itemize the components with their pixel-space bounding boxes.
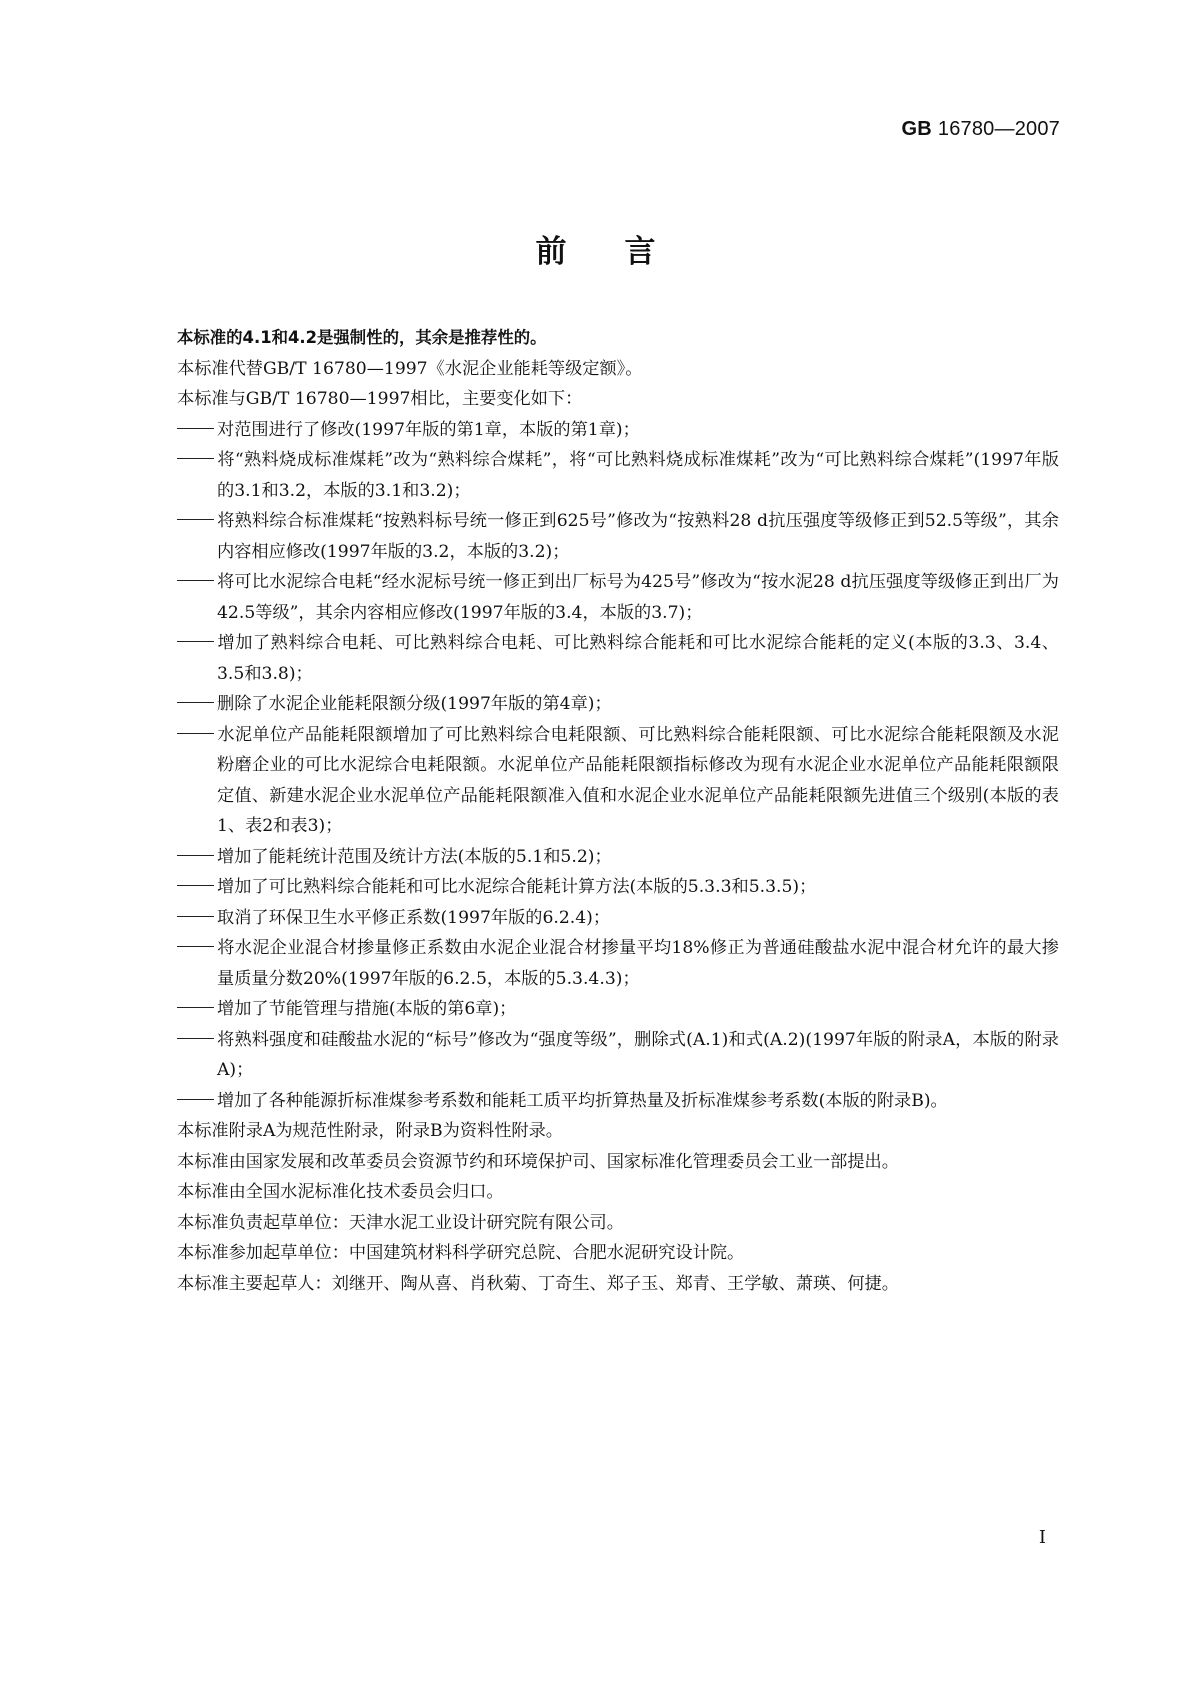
change-item: 对范围进行了修改(1997年版的第1章，本版的第1章)； [177, 415, 1059, 446]
proposer-statement: 本标准由国家发展和改革委员会资源节约和环境保护司、国家标准化管理委员会工业一部提出。 [177, 1151, 899, 1172]
change-item: 将“熟料烧成标准煤耗”改为“熟料综合煤耗”，将“可比熟料烧成标准煤耗”改为“可比熟料综合煤耗”(1997年版的3.1和3.2，本版的3.1和3.2)； [177, 445, 1059, 506]
page-number: I [1038, 1527, 1046, 1548]
lead-drafter-unit: 本标准负责起草单位：天津水泥工业设计研究院有限公司。 [177, 1212, 624, 1233]
dash-mark [177, 733, 217, 734]
change-item: 增加了各种能源折标准煤参考系数和能耗工质平均折算热量及折标准煤参考系数(本版的附录B)。 [177, 1086, 1059, 1117]
dash-mark [177, 1007, 217, 1008]
annex-statement: 本标准附录A为规范性附录，附录B为资料性附录。 [177, 1121, 563, 1141]
change-item: 将熟料综合标准煤耗“按熟料标号统一修正到625号”修改为“按熟料28 d抗压强度等级修正到52.5等级”，其余内容相应修改(1997年版的3.2，本版的3.2)； [177, 506, 1059, 567]
change-item: 增加了熟料综合电耗、可比熟料综合电耗、可比熟料综合能耗和可比水泥综合能耗的定义(本版的3.3、3.4、3.5和3.8)； [177, 628, 1059, 689]
dash-mark [177, 855, 217, 856]
change-item: 将可比水泥综合电耗“经水泥标号统一修正到出厂标号为425号”修改为“按水泥28 d抗压强度等级修正到出厂为42.5等级”，其余内容相应修改(1997年版的3.4，本版的3.7)； [177, 567, 1059, 628]
dash-mark [177, 916, 217, 917]
dash-mark [177, 885, 217, 886]
change-item: 将水泥企业混合材掺量修正系数由水泥企业混合材掺量平均18%修正为普通硅酸盐水泥中混合材允许的最大掺量质量分数20%(1997年版的6.2.5，本版的5.3.4.3)； [177, 933, 1059, 994]
changes-intro: 本标准与GB/T 16780—1997相比，主要变化如下： [177, 389, 583, 409]
change-item: 增加了能耗统计范围及统计方法(本版的5.1和5.2)； [177, 842, 1059, 873]
dash-mark [177, 641, 217, 642]
dash-mark [177, 946, 217, 947]
page-title: 前言 [535, 234, 714, 270]
main-drafters: 本标准主要起草人：刘继开、陶从喜、肖秋菊、丁奇生、郑子玉、郑青、王学敏、萧瑛、何捷。 [177, 1273, 899, 1294]
dash-mark [177, 702, 217, 703]
change-item: 水泥单位产品能耗限额增加了可比熟料综合电耗限额、可比熟料综合能耗限额、可比水泥综合能耗限额及水泥粉磨企业的可比水泥综合电耗限额。水泥单位产品能耗限额指标修改为现有水泥企业水泥单位产品能耗限额限定值、新建水泥企业水泥单位产品能耗限额准入值和水泥企业水泥单位产品能耗限额先进值三个级别(本版的表1、表2和表3)； [177, 720, 1059, 842]
dash-mark [177, 1099, 217, 1100]
change-item: 增加了节能管理与措施(本版的第6章)； [177, 994, 1059, 1025]
foreword-body [177, 323, 1059, 1299]
dash-mark [177, 1038, 217, 1039]
change-item: 将熟料强度和硅酸盐水泥的“标号”修改为“强度等级”，删除式(A.1)和式(A.2)(1997年版的附录A，本版的附录A)； [177, 1025, 1059, 1086]
standard-number: 16780—2007 [937, 118, 1060, 140]
dash-mark [177, 428, 217, 429]
dash-mark [177, 458, 217, 459]
standard-prefix: GB [901, 118, 932, 140]
change-item: 增加了可比熟料综合能耗和可比水泥综合能耗计算方法(本版的5.3.3和5.3.5)； [177, 872, 1059, 903]
replacement-statement: 本标准代替GB/T 16780—1997《水泥企业能耗等级定额》。 [177, 358, 643, 379]
dash-mark [177, 580, 217, 581]
change-item: 取消了环保卫生水平修正系数(1997年版的6.2.4)； [177, 903, 1059, 934]
standard-code [901, 118, 1060, 141]
changes-list [177, 415, 1059, 1117]
mandatory-statement: 本标准的4.1和4.2是强制性的，其余是推荐性的。 [177, 328, 547, 347]
change-item: 删除了水泥企业能耗限额分级(1997年版的第4章)； [177, 689, 1059, 720]
participating-units: 本标准参加起草单位：中国建筑材料科学研究总院、合肥水泥研究设计院。 [177, 1243, 745, 1263]
committee-statement: 本标准由全国水泥标准化技术委员会归口。 [177, 1182, 504, 1202]
dash-mark [177, 519, 217, 520]
